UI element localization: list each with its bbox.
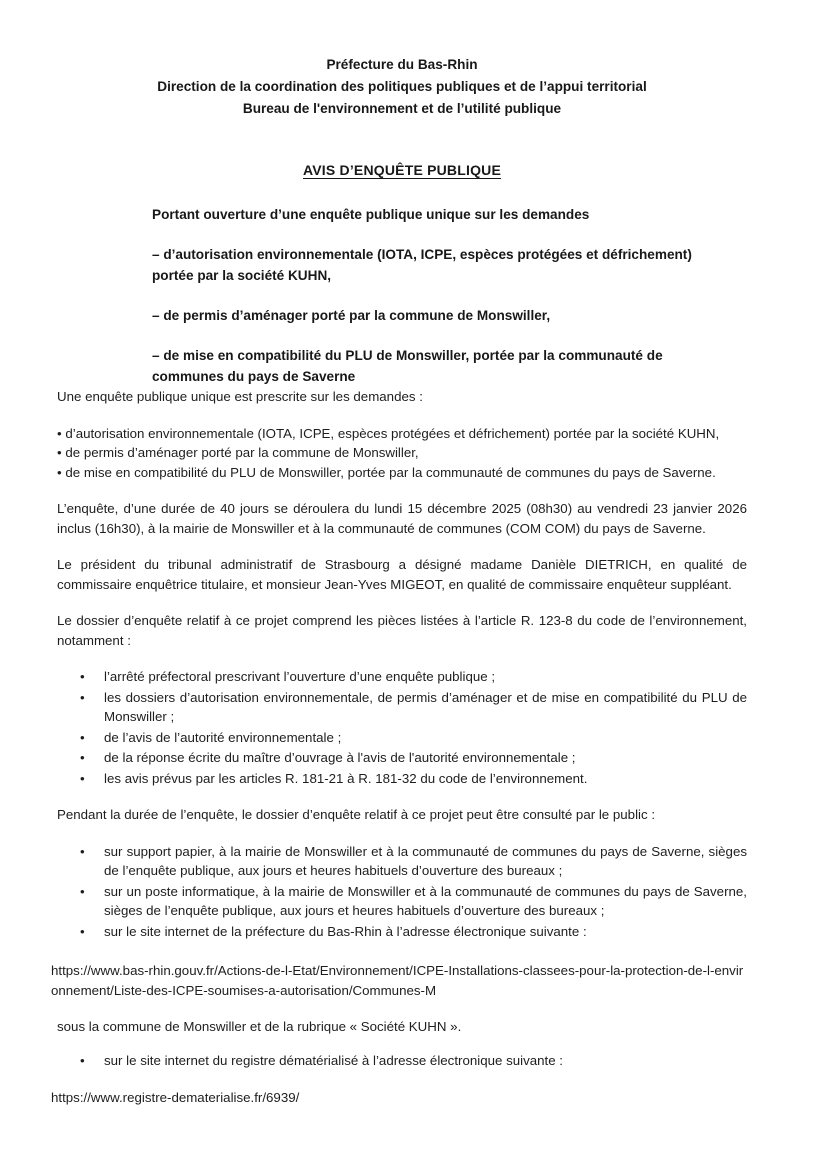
request-item-permit: – de permis d’aménager porté par la commune de Monswiller, — [152, 308, 551, 323]
dossier-list — [57, 667, 747, 788]
commissioners-paragraph: Le président du tribunal administratif de Strasbourg a désigné madame Danièle DIETRICH, en qualité de commissaire enquêtrice titulaire, et monsieur Jean-Yves MIGEOT, en qualité de commissaire enquêteur suppléant. — [57, 557, 747, 592]
request-item-plu: – de mise en compatibilité du PLU de Monswiller, portée par la communauté de communes du pays de Saverne — [152, 348, 663, 384]
document-body — [51, 387, 747, 1108]
consultation-intro-paragraph: Pendant la durée de l’enquête, le dossier d’enquête relatif à ce projet peut être consulté par le public : — [57, 807, 656, 822]
dossier-item: • l’arrêté préfectoral prescrivant l’ouverture d’une enquête publique ; — [57, 667, 747, 687]
header-line-prefecture: Préfecture du Bas-Rhin — [326, 57, 478, 72]
dossier-item: • de l’avis de l’autorité environnementale ; — [57, 728, 747, 748]
dossier-intro-paragraph: Le dossier d’enquête relatif à ce projet comprend les pièces listées à l’article R. 123-8 du code de l’environnement, notamment : — [57, 613, 747, 648]
url-location-note: sous la commune de Monswiller et de la rubrique « Société KUHN ». — [57, 1019, 462, 1034]
registre-item: • sur le site internet du registre dématérialisé à l’adresse électronique suivante : — [57, 1051, 747, 1071]
notice-title-wrap — [57, 162, 747, 178]
notice-subtitle: Portant ouverture d’une enquête publique unique sur les demandes — [152, 207, 590, 222]
dossier-item: • les avis prévus par les articles R. 181-21 à R. 181-32 du code de l’environnement. — [57, 769, 747, 789]
request-item-authorization: – d’autorisation environnementale (IOTA, ICPE, espèces protégées et défrichement) portée par la société KUHN, — [152, 247, 692, 283]
intro-bullet-block — [57, 424, 747, 483]
consultation-item: • sur un poste informatique, à la mairie de Monswiller et à la communauté de communes du pays de Saverne, sièges de l’enquête publique, aux jours et heures habituels d’ouverture des bureaux ; — [57, 882, 747, 921]
document-header — [57, 54, 747, 120]
intro-bullet-permit: • de permis d’aménager porté par la commune de Monswiller, — [57, 445, 419, 460]
consultation-item: • sur support papier, à la mairie de Monswiller et à la communauté de communes du pays de Saverne, sièges de l’enquête publique, aux jours et heures habituels d’ouverture des bureaux ; — [57, 842, 747, 881]
intro-bullet-plu: • de mise en compatibilité du PLU de Monswiller, portée par la communauté de communes du pays de Saverne. — [57, 464, 716, 480]
dossier-item: • les dossiers d’autorisation environnementale, de permis d’aménager et de mise en compatibilité du PLU de Monswiller ; — [57, 688, 747, 727]
prefecture-url: https://www.bas-rhin.gouv.fr/Actions-de-l-Etat/Environnement/ICPE-Installations-classees-pour-la-protection-de-l-environnement/Liste-des-ICPE-soumises-a-autorisation/Communes-M — [51, 963, 744, 998]
registre-list — [57, 1051, 747, 1071]
intro-bullet-authorization: • d’autorisation environnementale (IOTA, ICPE, espèces protégées et défrichement) portée par la société KUHN, — [57, 425, 720, 441]
header-line-direction: Direction de la coordination des politiques publiques et de l’appui territorial — [157, 79, 647, 94]
intro-paragraph: Une enquête publique unique est prescrite sur les demandes : — [57, 389, 423, 404]
header-line-bureau: Bureau de l'environnement et de l’utilité publique — [242, 101, 562, 116]
consultation-list — [57, 842, 747, 942]
consultation-item: • sur le site internet de la préfecture du Bas-Rhin à l’adresse électronique suivante : — [57, 922, 747, 942]
dossier-item: • de la réponse écrite du maître d’ouvrage à l'avis de l'autorité environnementale ; — [57, 748, 747, 768]
duration-paragraph: L’enquête, d’une durée de 40 jours se déroulera du lundi 15 décembre 2025 (08h30) au vendredi 23 janvier 2026 inclus (16h30), à la mairie de Monswiller et à la communauté de communes (COM COM) du pays de Saverne. — [57, 501, 747, 536]
notice-title: AVIS D’ENQUÊTE PUBLIQUE — [302, 162, 502, 178]
registre-url: https://www.registre-dematerialise.fr/6939/ — [51, 1090, 300, 1105]
